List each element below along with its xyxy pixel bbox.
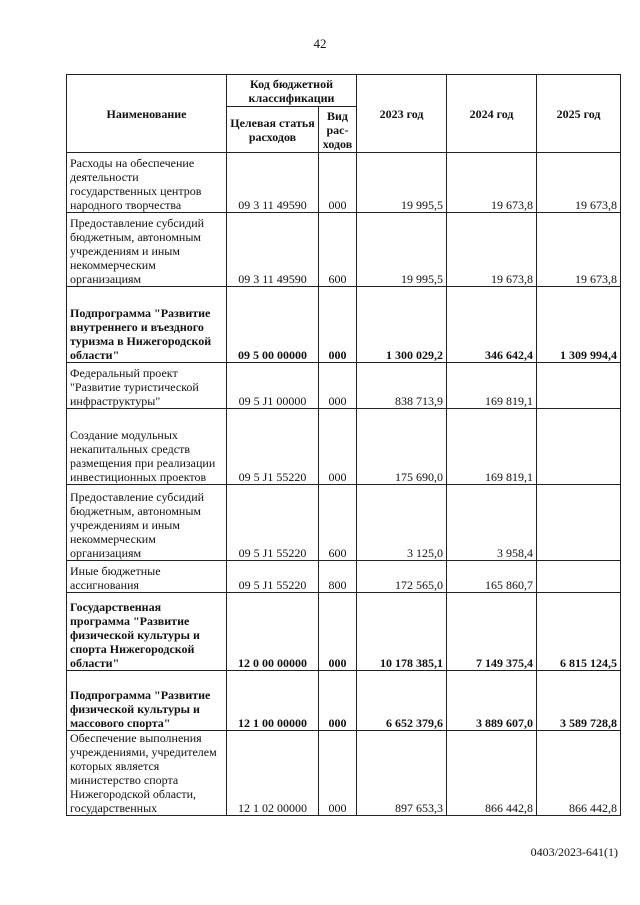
row-type-cell: 000 — [319, 731, 357, 816]
document-code: 0403/2023-641(1) — [530, 845, 618, 859]
row-2024-cell: 7 149 375,4 — [447, 593, 537, 671]
row-2024-cell: 3 958,4 — [447, 485, 537, 561]
table-row — [67, 409, 621, 485]
row-code-cell: 09 5 J1 00000 — [227, 363, 319, 409]
table-row — [67, 485, 621, 561]
table-row — [67, 561, 621, 593]
row-type-cell: 800 — [319, 561, 357, 593]
row-type-cell: 000 — [319, 593, 357, 671]
header-2025: 2025 год — [537, 75, 621, 153]
row-2023-cell: 19 995,5 — [357, 213, 447, 287]
table-row — [67, 593, 621, 671]
row-code-cell: 09 5 J1 55220 — [227, 485, 319, 561]
row-2025-cell — [537, 561, 621, 593]
row-2025-cell: 3 589 728,8 — [537, 671, 621, 731]
row-name-cell: Создание модульных некапитальных средств размещения при реализации инвестиционных проектов — [67, 409, 227, 485]
row-code-cell: 09 3 11 49590 — [227, 153, 319, 213]
row-2025-cell: 1 309 994,4 — [537, 287, 621, 363]
header-2023: 2023 год — [357, 75, 447, 153]
row-2025-cell — [537, 363, 621, 409]
row-2023-cell: 1 300 029,2 — [357, 287, 447, 363]
table-row — [67, 363, 621, 409]
row-name-cell: Обеспечение выполнения учреждениями, учредителем которых является министерство спорта Нижегородской области, государственных — [67, 731, 227, 816]
row-code-cell: 09 5 J1 55220 — [227, 561, 319, 593]
row-2023-cell: 175 690,0 — [357, 409, 447, 485]
row-type-cell: 600 — [319, 485, 357, 561]
row-code-cell: 12 1 00 00000 — [227, 671, 319, 731]
row-name-cell: Расходы на обеспечение деятельности государственных центров народного творчества — [67, 153, 227, 213]
row-2024-cell: 866 442,8 — [447, 731, 537, 816]
table-row — [67, 671, 621, 731]
header-expense-type: Вид рас-ходов — [319, 107, 357, 153]
budget-table — [66, 74, 621, 816]
row-type-cell: 000 — [319, 287, 357, 363]
row-2023-cell: 19 995,5 — [357, 153, 447, 213]
header-target-article: Целевая статья расходов — [227, 107, 319, 153]
row-code-cell: 09 3 11 49590 — [227, 213, 319, 287]
row-2024-cell: 346 642,4 — [447, 287, 537, 363]
row-2023-cell: 6 652 379,6 — [357, 671, 447, 731]
row-2023-cell: 897 653,3 — [357, 731, 447, 816]
table-row — [67, 213, 621, 287]
table-row — [67, 153, 621, 213]
row-code-cell: 12 1 02 00000 — [227, 731, 319, 816]
page-number: 42 — [313, 36, 327, 51]
row-type-cell: 000 — [319, 153, 357, 213]
row-2025-cell: 866 442,8 — [537, 731, 621, 816]
row-2025-cell: 19 673,8 — [537, 213, 621, 287]
row-2025-cell: 19 673,8 — [537, 153, 621, 213]
row-2024-cell: 19 673,8 — [447, 213, 537, 287]
header-2024: 2024 год — [447, 75, 537, 153]
row-2024-cell: 3 889 607,0 — [447, 671, 537, 731]
row-2023-cell: 3 125,0 — [357, 485, 447, 561]
row-code-cell: 09 5 00 00000 — [227, 287, 319, 363]
row-type-cell: 000 — [319, 671, 357, 731]
row-name-cell: Федеральный проект "Развитие туристической инфраструктуры" — [67, 363, 227, 409]
header-code-group: Код бюджетной классификации — [227, 75, 357, 107]
header-name: Наименование — [67, 75, 227, 153]
row-2023-cell: 172 565,0 — [357, 561, 447, 593]
row-type-cell: 600 — [319, 213, 357, 287]
row-code-cell: 12 0 00 00000 — [227, 593, 319, 671]
row-name-cell: Подпрограмма "Развитие внутреннего и въездного туризма в Нижегородской области" — [67, 287, 227, 363]
table-row — [67, 731, 621, 816]
table-row — [67, 287, 621, 363]
row-2024-cell: 19 673,8 — [447, 153, 537, 213]
row-name-cell: Предоставление субсидий бюджетным, автономным учреждениям и иным некоммерческим организациям — [67, 485, 227, 561]
row-2024-cell: 169 819,1 — [447, 363, 537, 409]
row-name-cell: Государственная программа "Развитие физической культуры и спорта Нижегородской области" — [67, 593, 227, 671]
row-2024-cell: 169 819,1 — [447, 409, 537, 485]
row-2025-cell — [537, 485, 621, 561]
row-2023-cell: 10 178 385,1 — [357, 593, 447, 671]
row-code-cell: 09 5 J1 55220 — [227, 409, 319, 485]
row-2024-cell: 165 860,7 — [447, 561, 537, 593]
row-2025-cell: 6 815 124,5 — [537, 593, 621, 671]
row-type-cell: 000 — [319, 409, 357, 485]
row-type-cell: 000 — [319, 363, 357, 409]
row-name-cell: Предоставление субсидий бюджетным, автономным учреждениям и иным некоммерческим организациям — [67, 213, 227, 287]
row-2023-cell: 838 713,9 — [357, 363, 447, 409]
row-2025-cell — [537, 409, 621, 485]
row-name-cell: Подпрограмма "Развитие физической культуры и массового спорта" — [67, 671, 227, 731]
row-name-cell: Иные бюджетные ассигнования — [67, 561, 227, 593]
